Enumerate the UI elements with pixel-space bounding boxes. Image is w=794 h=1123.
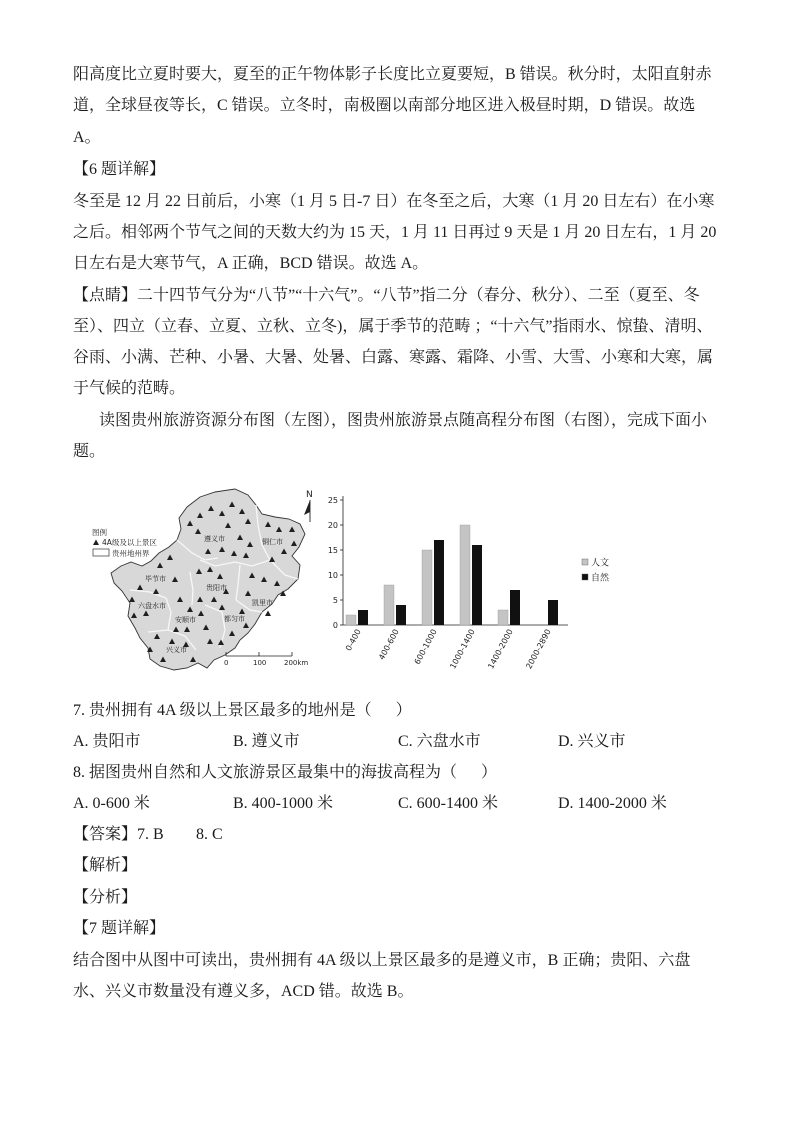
bar-cultural-0-400 bbox=[346, 615, 356, 625]
x-tick-label: 1000-1400 bbox=[448, 627, 477, 671]
y-tick-label: 25 bbox=[327, 496, 338, 505]
guizhou-map bbox=[92, 489, 313, 670]
bar-cultural-1000-1400 bbox=[460, 525, 470, 625]
question-7-option-c: C. 六盘水市 bbox=[398, 733, 481, 750]
question-8-option-a: A. 0-600 米 bbox=[73, 795, 150, 812]
elevation-bar-chart bbox=[328, 496, 610, 670]
legend-label-natural: 自然 bbox=[591, 573, 610, 584]
question-8-option-b: B. 400-1000 米 bbox=[233, 795, 334, 812]
y-tick-label: 20 bbox=[327, 521, 338, 530]
legend-swatch-cultural bbox=[582, 559, 588, 565]
tip-line: 至）、四立（立春、立夏、立秋、立冬)，属于季节的范畴 ；“十六气”指雨水、惊蛰、清明、 bbox=[73, 318, 713, 335]
bar-cultural-1400-2000 bbox=[498, 610, 508, 625]
city-label-liupanshui: 六盘水市 bbox=[138, 602, 166, 610]
explanation-line: 道，全球昼夜等长，C 错误。立冬时，南极圈以南部分地区进入极昼时期，D 错误。故选 bbox=[73, 97, 696, 114]
x-tick-label: 1400-2000 bbox=[486, 627, 515, 671]
bar-natural-2000-2890 bbox=[548, 600, 558, 625]
y-tick-label: 10 bbox=[327, 571, 338, 580]
bar-natural-600-1000 bbox=[434, 540, 444, 625]
answer-second: 8. C bbox=[196, 826, 223, 843]
city-label-xingyi: 兴义市 bbox=[166, 646, 187, 654]
analysis-subheading: 【分析】 bbox=[73, 889, 138, 906]
bar-natural-1400-2000 bbox=[510, 590, 520, 625]
boundary-swatch-icon bbox=[93, 549, 109, 556]
scale-label-200km: 200km bbox=[284, 659, 309, 667]
x-tick-label: 400-600 bbox=[377, 627, 401, 662]
explanation-line: A。 bbox=[73, 129, 101, 146]
city-label-zunyi: 遵义市 bbox=[204, 535, 225, 543]
legend-item-scenic: 4A级及以上景区 bbox=[102, 538, 157, 547]
intro-line: 读图贵州旅游资源分布图（左图），图贵州旅游景点随高程分布图（右图），完成下面小 bbox=[99, 412, 708, 429]
y-tick-label: 15 bbox=[327, 546, 338, 555]
x-tick-label: 2000-2890 bbox=[524, 627, 553, 671]
bar-cultural-600-1000 bbox=[422, 550, 432, 625]
triangle-icon bbox=[93, 540, 99, 546]
x-tick-label: 600-1000 bbox=[412, 627, 439, 666]
city-label-anshun: 安顺市 bbox=[175, 616, 196, 624]
tip-line: 【点睛】二十四节气分为“八节”“十六气”。“八节”指二分（春分、秋分）、二至（夏至、冬 bbox=[73, 287, 700, 304]
north-label: N bbox=[306, 490, 313, 500]
x-tick-label: 0-400 bbox=[343, 627, 363, 653]
scale-label-100: 100 bbox=[253, 659, 267, 667]
q7-heading: 【7 题详解】 bbox=[73, 920, 166, 937]
scale-bar bbox=[226, 652, 292, 656]
q6-heading: 【6 题详解】 bbox=[73, 161, 166, 178]
scale-label-0: 0 bbox=[224, 659, 229, 667]
question-7-option-d: D. 兴义市 bbox=[558, 733, 626, 750]
question-8-option-d: D. 1400-2000 米 bbox=[558, 795, 667, 812]
bar-natural-1000-1400 bbox=[472, 545, 482, 625]
bar-natural-400-600 bbox=[396, 605, 406, 625]
question-7-option-a: A. 贵阳市 bbox=[73, 733, 141, 750]
legend-swatch-natural bbox=[582, 574, 588, 580]
answer-line: 【答案】7. B bbox=[73, 826, 164, 843]
city-label-guiyang: 贵阳市 bbox=[206, 584, 227, 592]
city-label-kaili: 凯里市 bbox=[252, 599, 273, 607]
scenic-spot-marker bbox=[265, 611, 271, 617]
question-8-option-c: C. 600-1400 米 bbox=[398, 795, 499, 812]
q6-line: 日左右是大寒节气，A 正确，BCD 错误。故选 A。 bbox=[73, 255, 429, 272]
figure bbox=[85, 485, 645, 685]
legend-label-cultural: 人文 bbox=[591, 558, 610, 569]
q7-line: 水、兴义市数量没有遵义多，ACD 错。故选 B。 bbox=[73, 983, 414, 1000]
intro-line: 题。 bbox=[73, 443, 106, 460]
city-label-bijie: 毕节市 bbox=[145, 575, 166, 583]
q6-line: 之后。相邻两个节气之间的天数大约为 15 天，1 月 11 日再过 9 天是 1 月 20 日左右，1 月 20 bbox=[73, 224, 717, 241]
y-tick-label: 5 bbox=[332, 596, 338, 605]
q6-line: 冬至是 12 月 22 日前后，小寒（1 月 5 日-7 日）在冬至之后，大寒（1 月 20 日左右）在小寒 bbox=[73, 193, 715, 210]
bar-cultural-400-600 bbox=[384, 585, 394, 625]
city-label-duyun: 都匀市 bbox=[224, 615, 245, 623]
question-8-stem: 8. 据图贵州自然和人文旅游景区最集中的海拔高程为（ ） bbox=[73, 764, 498, 781]
question-7-stem: 7. 贵州拥有 4A 级以上景区最多的地州是（ ） bbox=[73, 702, 412, 719]
legend-item-boundary: 贵州地州界 bbox=[112, 549, 150, 558]
explanation-line: 阳高度比立夏时要大，夏至的正午物体影子长度比立夏要短，B 错误。秋分时，太阳直射赤 bbox=[73, 66, 712, 83]
tip-line: 谷雨、小满、芒种、小暑、大暑、处暑、白露、寒露、霜降、小雪、大雪、小寒和大寒，属 bbox=[73, 349, 714, 366]
question-7-option-b: B. 遵义市 bbox=[233, 733, 300, 750]
bar-natural-0-400 bbox=[358, 610, 368, 625]
legend-title: 图例 bbox=[92, 528, 107, 537]
analysis-heading: 【解析】 bbox=[73, 857, 138, 874]
city-label-tongren: 铜仁市 bbox=[262, 538, 283, 546]
north-arrow-icon bbox=[304, 500, 310, 515]
y-tick-label: 0 bbox=[332, 621, 338, 630]
map-legend bbox=[92, 527, 157, 558]
q7-line: 结合图中从图中可读出，贵州拥有 4A 级以上景区最多的是遵义市，B 正确；贵阳、六盘 bbox=[73, 952, 691, 969]
tip-line: 于气候的范畴。 bbox=[73, 380, 186, 397]
